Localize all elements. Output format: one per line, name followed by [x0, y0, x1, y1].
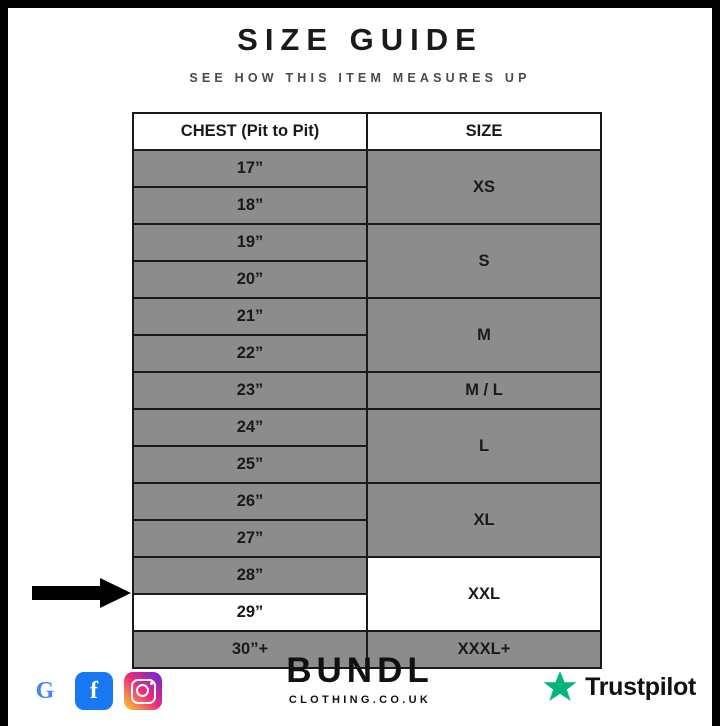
chest-value: 23” — [133, 372, 367, 409]
table-row — [133, 150, 601, 187]
column-header-chest: CHEST (Pit to Pit) — [133, 113, 367, 150]
column-header-size: SIZE — [367, 113, 601, 150]
trustpilot-badge[interactable] — [543, 670, 696, 704]
chest-value: 28” — [133, 557, 367, 594]
size-value: XXXL+ — [367, 631, 601, 668]
size-guide-inner — [8, 22, 712, 726]
facebook-icon[interactable]: f — [75, 672, 113, 710]
chest-value: 26” — [133, 483, 367, 520]
size-value: L — [367, 409, 601, 483]
chest-value: 25” — [133, 446, 367, 483]
size-value: S — [367, 224, 601, 298]
brand-tagline: CLOTHING.CO.UK — [288, 694, 432, 706]
page-subtitle: SEE HOW THIS ITEM MEASURES UP — [189, 71, 531, 85]
chest-value: 21” — [133, 298, 367, 335]
page-title: SIZE GUIDE — [237, 22, 483, 57]
google-icon[interactable]: G — [26, 672, 64, 710]
chest-value: 30”+ — [133, 631, 367, 668]
chest-value: 24” — [133, 409, 367, 446]
size-table — [132, 112, 602, 669]
chest-value: 22” — [133, 335, 367, 372]
size-value: M — [367, 298, 601, 372]
brand-name: BUNDL — [286, 651, 434, 690]
chest-value: 17” — [133, 150, 367, 187]
chest-value: 27” — [133, 520, 367, 557]
footer — [8, 644, 712, 716]
trustpilot-star-icon — [543, 670, 577, 704]
chest-value-selected: 29” — [133, 594, 367, 631]
size-value: XL — [367, 483, 601, 557]
table-row — [133, 483, 601, 520]
size-value: XS — [367, 150, 601, 224]
table-header-row — [133, 113, 601, 150]
size-value: M / L — [367, 372, 601, 409]
trustpilot-label: Trustpilot — [585, 672, 696, 701]
chest-value: 19” — [133, 224, 367, 261]
table-row — [133, 372, 601, 409]
size-table-wrapper — [132, 112, 602, 669]
table-row — [133, 409, 601, 446]
size-value-selected: XXL — [367, 557, 601, 631]
chest-value: 18” — [133, 187, 367, 224]
chest-value: 20” — [133, 261, 367, 298]
table-row — [133, 557, 601, 594]
selected-row-arrow-icon — [32, 577, 132, 609]
table-row — [133, 224, 601, 261]
table-row — [133, 298, 601, 335]
